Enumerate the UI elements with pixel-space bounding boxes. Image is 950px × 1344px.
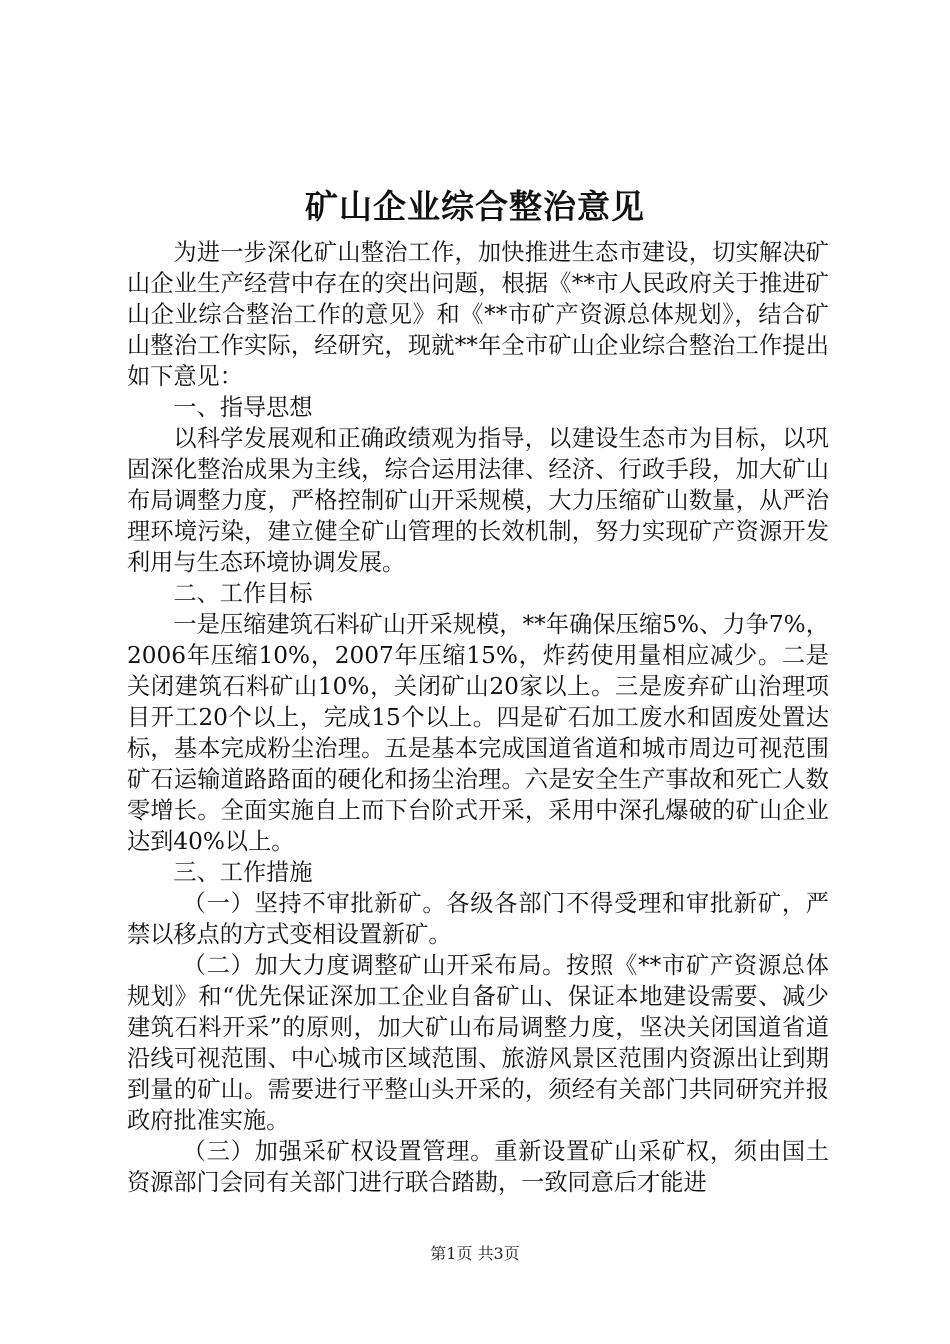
intro-paragraph: 为进一步深化矿山整治工作，加快推进生态市建设，切实解决矿山企业生产经营中存在的突出问题，根据《**市人民政府关于推进矿山企业综合整治工作的意见》和《**市矿产资源总体规划》，结合矿山整治工作实际，经研究，现就**年全市矿山企业综合整治工作提出如下意见： [127, 239, 829, 390]
page-number-footer: 第1页 共3页 [430, 1244, 520, 1263]
measure-paragraph-2: （二）加大力度调整矿山开采布局。按照《**市矿产资源总体规划》和“优先保证深加工企业自备矿山、保证本地建设需要、减少建筑石料开采”的原则，加大矿山布局调整力度，坚决关闭国道省道沿线可视范围、中心城市区域范围、旅游风景区范围内资源出让到期到量的矿山。需要进行平整山头开采的，须经有关部门共同研究并报政府批准实施。 [127, 952, 829, 1134]
document-title: 矿山企业综合整治意见 [305, 187, 645, 226]
section-heading-guiding-ideology: 一、指导思想 [173, 394, 313, 421]
section-heading-work-measures: 三、工作措施 [173, 859, 313, 886]
measure-paragraph-3: （三）加强采矿权设置管理。重新设置矿山采矿权，须由国土资源部门会同有关部门进行联合踏勘，一致同意后才能进 [127, 1138, 829, 1196]
measure-paragraph-1: （一）坚持不审批新矿。各级各部门不得受理和审批新矿，严禁以移点的方式变相设置新矿。 [127, 890, 829, 948]
section-heading-work-goals: 二、工作目标 [173, 580, 313, 607]
guiding-ideology-paragraph: 以科学发展观和正确政绩观为指导，以建设生态市为目标，以巩固深化整治成果为主线，综合运用法律、经济、行政手段，加大矿山布局调整力度，严格控制矿山开采规模，大力压缩矿山数量，从严治理环境污染，建立健全矿山管理的长效机制，努力实现矿产资源开发利用与生态环境协调发展。 [127, 425, 829, 576]
work-goals-paragraph: 一是压缩建筑石料矿山开采规模，**年确保压缩5%、力争7%，2006年压缩10%，2007年压缩15%，炸药使用量相应减少。二是关闭建筑石料矿山10%，关闭矿山20家以上。三是废弃矿山治理项目开工20个以上，完成15个以上。四是矿石加工废水和固废处置达标，基本完成粉尘治理。五是基本完成国道省道和城市周边可视范围矿石运输道路路面的硬化和扬尘治理。六是安全生产事故和死亡人数零增长。全面实施自上而下台阶式开采，采用中深孔爆破的矿山企业达到40%以上。 [127, 611, 829, 855]
document-body [127, 237, 829, 1198]
